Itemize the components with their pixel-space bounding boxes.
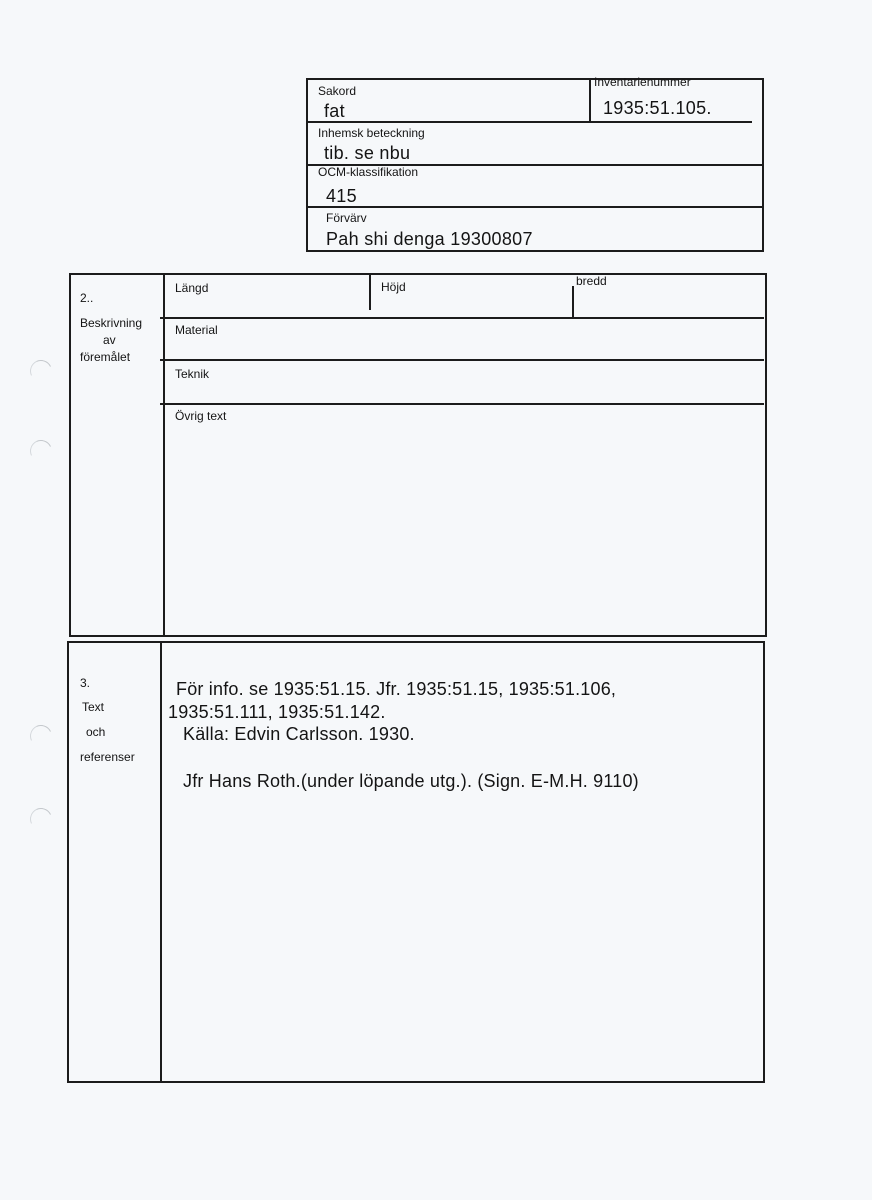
punch-hole [27, 437, 55, 465]
punch-hole [27, 722, 55, 750]
inhemsk-label: Inhemsk beteckning [318, 126, 425, 140]
inventarienummer-value: 1935:51.105. [603, 98, 712, 118]
forvarv-value: Pah shi denga 19300807 [326, 229, 533, 249]
header-divider [589, 78, 591, 122]
section-2-frame [69, 273, 767, 637]
section-3-title: referenser [80, 750, 135, 764]
inhemsk-value: tib. se nbu [324, 143, 411, 163]
ocm-value: 415 [326, 186, 357, 206]
material-label: Material [175, 323, 218, 337]
section-3-title: och [86, 725, 106, 739]
sakord-label: Sakord [318, 84, 357, 98]
dimension-divider [572, 286, 574, 318]
hojd-label: Höjd [381, 280, 406, 294]
section-3-number: 3. [80, 676, 91, 690]
punch-hole [27, 357, 55, 385]
header-rule [306, 206, 764, 208]
langd-label: Längd [175, 281, 209, 295]
section-3-divider [160, 641, 162, 1083]
section-2-divider [163, 273, 165, 637]
section-2-title: av [103, 333, 116, 347]
section-2-title: Beskrivning [80, 316, 143, 330]
forvarv-label: Förvärv [326, 211, 367, 225]
section-2-rule [160, 403, 764, 405]
reference-line: Källa: Edvin Carlsson. 1930. [183, 724, 415, 744]
ocm-label: OCM-klassifikation [318, 165, 419, 179]
ovrig-text-label: Övrig text [175, 409, 227, 423]
section-2-rule [160, 317, 764, 319]
reference-line: 1935:51.111, 1935:51.142. [168, 702, 386, 722]
section-2-title: föremålet [80, 350, 131, 364]
punch-hole [27, 805, 55, 833]
teknik-label: Teknik [175, 367, 210, 381]
inventarienummer-label: Inventarienummer [594, 75, 691, 89]
header-rule [306, 121, 752, 123]
bredd-label: bredd [576, 274, 607, 288]
reference-line: Jfr Hans Roth.(under löpande utg.). (Sign. E-M.H. 9110) [183, 771, 639, 791]
reference-line: För info. se 1935:51.15. Jfr. 1935:51.15, 1935:51.106, [176, 679, 617, 699]
section-3-title: Text [82, 700, 105, 714]
section-2-rule [160, 359, 764, 361]
dimension-divider [369, 273, 371, 310]
sakord-value: fat [324, 101, 345, 121]
section-2-number: 2.. [80, 291, 94, 305]
